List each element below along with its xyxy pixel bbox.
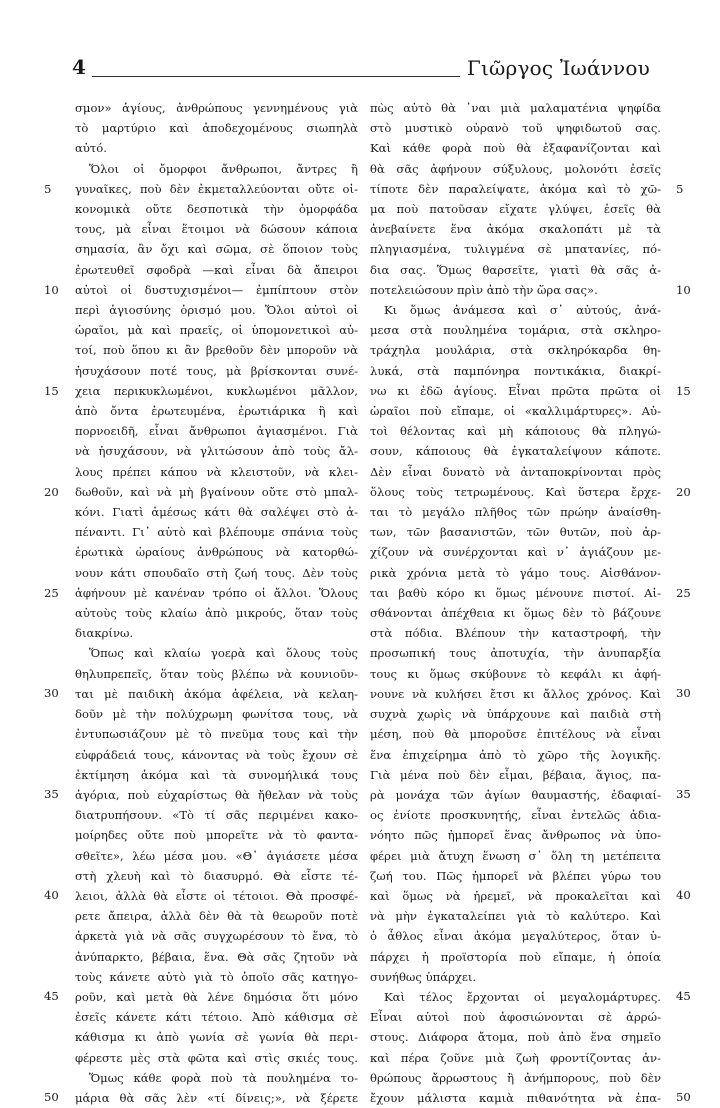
text-line: Καὶ τέλος ἔρχονται οἱ μεγαλομάρτυρες.: [384, 989, 661, 1004]
text-line: ἐρωτευθεῖ σφοδρὰ —καὶ εἶναι δὰ ἄπειροι: [75, 262, 358, 277]
text-line: στους. Διάφορα ἄτομα, ποὺ ἀπὸ ἕνα σημεῖο: [370, 1030, 661, 1045]
line-number: [676, 401, 700, 421]
line-number: [44, 906, 64, 926]
text-line: ζωή του. Πῶς ἠμπορεῖ νὰ βλέπει γύρω του: [370, 868, 661, 883]
text-line: σθάνονται ἀπέχθεια κι ὅμως δὲν τὸ βάζουνε: [370, 606, 661, 621]
text-line: αὐτό.: [75, 141, 107, 156]
line-number: 30: [44, 686, 59, 701]
line-number: [44, 744, 64, 764]
line-number: [44, 643, 64, 663]
text-line: νὰ μὴν ἐγκαταλείπει γιὰ τὸ καλύτερο. Καὶ: [370, 909, 661, 924]
line-number: 50: [676, 1090, 691, 1105]
line-number: [676, 199, 700, 219]
line-number: [676, 946, 700, 966]
text-line: ἐρωτικὰ ὡραίους ἀνθρώπους νὰ κατορθώ-: [75, 545, 358, 560]
line-number: [676, 522, 700, 542]
right-line-numbers: [676, 98, 700, 1107]
text-line: λυκά, στὰ παμπόνηρα ποντικάκια, διακρί-: [370, 363, 661, 378]
running-head-author: Γιῶργος Ἰωάννου: [466, 56, 650, 80]
text-line: μεσα στὰ πουλημένα τομάρια, στὰ σκληρο-: [370, 323, 661, 338]
text-line: φέρει μιὰ ἄτυχη ἕνωση σ᾽ ὅλη τη μετέπειτα: [370, 848, 661, 863]
line-number: [44, 401, 64, 421]
text-line: ὡραῖοι ποὺ εἴπαμε, οἱ «καλλιμάρτυρες». Αὐ-: [370, 404, 661, 419]
line-number: 20: [44, 484, 59, 499]
text-line: ἐκτίμηση ἀκόμα καὶ τὰ συνομήλικά τους: [75, 767, 358, 782]
line-number: [44, 825, 64, 845]
text-line: πληγιασμένα, τυλιγμένα σὲ μπατανίες, πό-: [370, 242, 661, 257]
line-number: [44, 340, 64, 360]
line-number: [44, 502, 64, 522]
line-number: [44, 946, 64, 966]
text-line: ρὰ μονάχα τῶν ἁγίων θαυμαστής, ἐδαφιαί-: [370, 787, 661, 802]
text-line: ται βαθὺ κόρο κι ὅμως μένουνε πιστοί. Αἰ-: [370, 585, 661, 600]
text-line: φέρεστε μὲς στὰ φῶτα καὶ στὶς σκιές τους.: [75, 1050, 358, 1065]
line-number: [676, 704, 700, 724]
line-number: 10: [44, 282, 59, 297]
text-line: λους πρέπει κάπου νὰ κλειστοῦν, νὰ κλει-: [75, 464, 358, 479]
line-number: [44, 764, 64, 784]
text-line: ἀγόρια, ποὺ εὐχαρίστως θὰ ἤθελαν νὰ τοὺς: [75, 787, 358, 802]
text-line: νουνε νὰ κυλήσει ἔτσι κι ἄλλος χρόνος. Καὶ: [370, 686, 661, 701]
text-line: τὸ μαρτύριο καὶ ἀποδεχομένους σιωπηλὰ: [75, 121, 358, 136]
text-line: σθεῖτε», λέω μέσα μου. «Θ᾽ ἁγιάσετε μέσα: [75, 848, 358, 863]
line-number: [44, 603, 64, 623]
page-header: [70, 50, 650, 80]
text-line: ὡραῖοι, μὰ καὶ πραεῖς, οἱ ὑπομονετικοὶ αὐ-: [75, 323, 358, 338]
text-line: Ὅλοι οἱ ὄμορφοι ἄνθρωποι, ἄντρες ἢ: [89, 161, 358, 176]
text-line: διατρυπήσουν. «Τὸ τί σᾶς περιμένει κακο-: [75, 808, 358, 823]
text-line: Εἶναι αὐτοὶ ποὺ ἀφοσιώνονται σὲ ἀρρώ-: [370, 1010, 661, 1025]
text-line: Κι ὅμως ἀνάμεσα καὶ σ᾽ αὐτούς, ἀνά-: [384, 303, 661, 318]
text-line: μάρια θὰ σᾶς λὲν «τί δίνεις;», νὰ ξέρετε: [75, 1090, 358, 1105]
line-number: [44, 663, 64, 683]
text-line: νουν κάτι σπουδαῖο στὴ ζωή τους. Δὲν τοὺς: [75, 565, 358, 580]
line-number: [44, 865, 64, 885]
line-number: [676, 118, 700, 138]
text-line: ὅλους τοὺς τετρωμένους. Καὶ ὕστερα ἔρχε-: [370, 484, 661, 499]
text-line: ος ἐνίοτε προσκυνητής, εἶναι ἐντελῶς ἀδια-: [370, 808, 661, 823]
text-line: Ὅπως καὶ κλαίω γοερὰ καὶ ὅλους τοὺς: [89, 646, 358, 661]
line-number: [44, 300, 64, 320]
line-number: [676, 461, 700, 481]
text-line: τοί, ποὺ ὅπου κι ἂν βρεθοῦν δὲν μποροῦν νὰ: [75, 343, 358, 358]
text-line: δοῦν μὲ τὴν πολύχρωμη φωνίτσα τους, νὰ: [75, 707, 358, 722]
line-number: [676, 764, 700, 784]
text-line: περὶ ἁγιοσύνης ὁρισμό μου. Ὅλοι αὐτοὶ οἱ: [75, 303, 358, 318]
line-number: [44, 461, 64, 481]
line-number: [44, 219, 64, 239]
text-line: νω κι ἐδῶ ἁγίους. Εἶναι πρῶτα πρῶτα οἱ: [370, 383, 661, 398]
text-line: κόνι. Γιατὶ ἀμέσως κάτι θὰ σαλέψει στὸ ἀ-: [75, 505, 358, 520]
text-line: καὶ πέρα ζοῦνε μιὰ ζωὴ φροντίζοντας ἀν-: [370, 1050, 661, 1065]
right-text-column: [370, 98, 661, 1108]
line-number: [676, 542, 700, 562]
line-number: 20: [676, 484, 691, 499]
text-line: διακρίνω.: [75, 626, 134, 641]
line-number: [44, 1027, 64, 1047]
line-number: [676, 340, 700, 360]
text-line: τοὶ θέλοντας καὶ μὴ κάποιους θὰ πληγώ-: [370, 424, 661, 439]
line-number: [676, 663, 700, 683]
text-line: τους κι ὅμως σκύβουνε τὸ κεφάλι κι ἀφή-: [370, 666, 661, 681]
line-number: [676, 825, 700, 845]
line-number: [44, 1067, 64, 1087]
text-line: ροῦν, καὶ μετὰ θὰ λένε δημόσια ὅτι μόνο: [75, 989, 358, 1004]
text-line: μοίρηδες οὔτε ποὺ μπορεῖτε νὰ τὸ φαντα-: [75, 828, 358, 843]
text-line: ποτελειώσουν πρὶν ἀπὸ τὴν ὥρα σας».: [370, 282, 598, 297]
line-number: [676, 603, 700, 623]
text-line: αὐτοὶ οἱ δυστυχισμένοι— ἐμπίπτουν στὸν: [75, 282, 358, 297]
text-line: ἀρκετὰ γιὰ νὰ σᾶς συγχωρέσουν τὸ ἕνα, τὸ: [75, 929, 358, 944]
text-line: τους, μὰ εἶναι ἕτοιμοι νὰ δώσουν κάποια: [75, 222, 358, 237]
text-line: συνήθως ὑπάρχει.: [370, 969, 477, 984]
text-line: Ὅμως κάθε φορὰ ποὺ τὰ πουλημένα το-: [89, 1070, 358, 1085]
line-number: [676, 300, 700, 320]
text-line: σημασία, ἂν ὄχι καὶ σῶμα, σὲ ὅποιον τοὺς: [75, 242, 358, 257]
text-line: Γιὰ μένα ποὺ δὲν εἶμαι, βέβαια, ἅγιος, πα-: [370, 767, 661, 782]
line-number: [44, 623, 64, 643]
text-line: ἐσεῖς κάνετε κάτι τέτοιο. Ἀπὸ κάθισμα σὲ: [75, 1010, 358, 1025]
text-line: στὴ χλευὴ καὶ τὸ διασυρμό. Θὰ εἶστε τέ-: [75, 868, 358, 883]
line-number: [676, 360, 700, 380]
line-number: [44, 805, 64, 825]
text-line: τράχηλα μουλάρια, στὰ σκληρόκαρδα θη-: [370, 343, 661, 358]
text-line: εὐφράδειά τους, κάνοντας νὰ τοὺς ἔχουν σὲ: [75, 747, 358, 762]
page-number: 4: [72, 55, 86, 79]
text-line: ρετε ἄπειρα, ἀλλὰ δὲν θὰ τὰ θεωροῦν ποτὲ: [75, 909, 358, 924]
text-line: συχνὰ χωρὶς νὰ ὑπάρχουνε καὶ παιδιὰ στὴ: [370, 707, 661, 722]
text-line: σμον» ἁγίους, ἀνθρώπους γεννημένους γιὰ: [75, 101, 358, 115]
text-line: τίποτε δὲν παραλείψατε, ἀκόμα καὶ τὸ χῶ-: [370, 181, 661, 196]
line-number: 10: [676, 282, 691, 297]
line-number: [44, 845, 64, 865]
line-number: [676, 1047, 700, 1067]
header-rule: [92, 76, 460, 77]
line-number: [676, 320, 700, 340]
line-number: [676, 502, 700, 522]
text-line: ἀνύπαρκτο, βέβαια, ἕνα. Θὰ σᾶς ζητοῦν νὰ: [75, 949, 358, 964]
text-line: ρικὰ χρόνια μετὰ τὸ γάμο τους. Αἰσθάνον-: [370, 565, 661, 580]
line-number: [44, 199, 64, 219]
text-line: αὐτοὺς τοὺς κλαίω ἀπὸ μικρούς, ὅταν τοὺς: [75, 606, 358, 621]
text-line: πάρχει ἡ προϊστορία ποὺ εἴπαμε, ἡ ὁποία: [370, 949, 661, 964]
line-number: 30: [676, 686, 691, 701]
line-number: [676, 845, 700, 865]
line-number: [676, 724, 700, 744]
line-number: 25: [676, 585, 691, 600]
line-number: 5: [676, 181, 684, 196]
left-line-numbers: [44, 98, 64, 1107]
line-number: [44, 724, 64, 744]
text-line: θηλυπρεπεῖς, ὅταν τοὺς βλέπω νὰ κουνιοῦν-: [75, 666, 358, 681]
text-line: θὰ σᾶς ἀφήνουν σύξυλους, μολονότι ἐσεῖς: [370, 161, 661, 176]
line-number: [676, 623, 700, 643]
line-number: [676, 260, 700, 280]
text-line: πέναντι. Γι᾽ αὐτὸ καὶ βλέπουμε σπάνια τοὺς: [75, 525, 358, 540]
line-number: 45: [44, 989, 59, 1004]
text-line: Δὲν εἶναι δυνατὸ νὰ ἀνταποκρίνονται πρὸς: [370, 464, 661, 479]
line-number: 15: [676, 383, 691, 398]
line-number: 40: [44, 888, 59, 903]
text-line: στὸ μυστικὸ οὐρανὸ τοῦ ψηφιδωτοῦ σας.: [370, 121, 661, 136]
line-number: [44, 562, 64, 582]
line-number: [676, 138, 700, 158]
line-number: [44, 159, 64, 179]
text-line: Καὶ κάθε φορὰ ποὺ θὰ ἐξαφανίζονται καὶ: [370, 141, 661, 156]
line-number: [676, 966, 700, 986]
line-number: [676, 219, 700, 239]
text-line: κονομικὰ οὔτε δεσποτικὰ τὴν ὀμορφάδα: [75, 202, 358, 217]
line-number: [44, 360, 64, 380]
line-number: [676, 159, 700, 179]
text-line: των, τῶν βασανιστῶν, τῶν θυτῶν, ποὺ ἀρ-: [370, 525, 661, 540]
line-number: [44, 320, 64, 340]
line-number: [44, 441, 64, 461]
line-number: [676, 98, 700, 118]
text-line: τοὺς κάνετε αὐτὸ γιὰ τὸ ὁποῖο σᾶς κατηγο-: [75, 969, 358, 984]
line-number: 25: [44, 585, 59, 600]
line-number: [676, 744, 700, 764]
line-number: [676, 643, 700, 663]
text-line: νὰ ἡσυχάσουν, νὰ γλιτώσουν ἀπὸ τοὺς ἄλ-: [75, 444, 358, 459]
line-number: 5: [44, 181, 52, 196]
line-number: [44, 239, 64, 259]
line-number: 40: [676, 888, 691, 903]
text-line: ἀπὸ ὄντα ἐρωτευμένα, ἐρωτιάρικα ἢ καὶ: [75, 404, 358, 419]
text-line: στὰ πόδια. Βλέπουν τὴν καταστροφή, τὴν: [370, 626, 661, 641]
line-number: [676, 805, 700, 825]
text-line: δωθοῦν, καὶ νὰ μὴ βγαίνουν οὔτε στὸ μπαλ-: [75, 484, 358, 499]
text-line: λειοι, ἀλλὰ θὰ εἶστε οἱ τέτοιοι. Θὰ προσφέ-: [75, 888, 358, 903]
text-line: ὁ ἆθλος εἶναι ἀκόμα μεγαλύτερος, ὅταν ὑ-: [370, 929, 661, 944]
line-number: 45: [676, 989, 691, 1004]
line-number: [676, 562, 700, 582]
line-number: [44, 1047, 64, 1067]
text-line: ἀφήνουν μὲ κανέναν τρόπο οἱ ἄλλοι. Ὅλους: [75, 585, 358, 600]
text-line: ται μὲ παιδικὴ ἀκόμα ἀφέλεια, νὰ κελαη-: [75, 686, 358, 701]
line-number: [44, 542, 64, 562]
line-number: [676, 926, 700, 946]
line-number: [676, 1067, 700, 1087]
text-line: πορνοειδῆ, εἶναι ἄνθρωποι ἁγιασμένοι. Γιὰ: [75, 424, 358, 439]
line-number: [676, 239, 700, 259]
text-line: ται τὸ μεγάλο πλῆθος τῶν πρώην ἀναίσθη-: [370, 505, 661, 520]
text-line: ἔχουν μάλιστα καμιὰ πιθανότητα νὰ ἐπα-: [370, 1090, 661, 1105]
line-number: 15: [44, 383, 59, 398]
text-line: σουν, κάποιους θὰ ἐγκαταλείψουν κάποτε.: [370, 444, 661, 459]
text-line: προσωπική τους ἀποτυχία, τὴν ἀνυπαρξία: [370, 646, 661, 661]
line-number: [676, 1027, 700, 1047]
line-number: [44, 98, 64, 118]
line-number: 35: [676, 787, 691, 802]
line-number: [44, 138, 64, 158]
line-number: [676, 906, 700, 926]
line-number: [44, 704, 64, 724]
line-number: 50: [44, 1090, 59, 1105]
text-line: ἀνεβαίνετε ἕνα ἀκόμα σκαλοπάτι μὲ τὰ: [370, 222, 661, 237]
text-line: χεια περικυκλωμένοι, κυκλωμένοι μᾶλλον,: [75, 383, 358, 398]
line-number: [44, 966, 64, 986]
line-number: [44, 926, 64, 946]
line-number: [44, 118, 64, 138]
text-line: κάθισμα κι ἀπὸ γωνία σὲ γωνία θὰ περι-: [75, 1030, 358, 1045]
left-text-column: [75, 98, 358, 1108]
text-line: καὶ ὅμως νὰ ἠρεμεῖ, νὰ προκαλεῖται καὶ: [370, 888, 661, 903]
line-number: [44, 522, 64, 542]
line-number: [676, 421, 700, 441]
text-line: πὼς αὐτὸ θὰ ᾽ναι μιὰ μαλαματένια ψηφίδα: [370, 101, 661, 115]
text-line: ἐντυπωσιάζουν μὲ τὸ πνεῦμα τους καὶ τὴν: [75, 727, 358, 742]
text-line: θρώπους ἄρρωστους ἢ ἀνήμπορους, ποὺ δὲν: [370, 1070, 661, 1085]
line-number: [676, 441, 700, 461]
line-number: [44, 421, 64, 441]
text-line: μα ποὺ πατοῦσαν εἴχατε γλύψει, ἐσεῖς θὰ: [370, 202, 661, 217]
text-line: χίζουν νὰ συνέρχονται καὶ ν᾽ ἁγιάζουν με-: [370, 545, 661, 560]
text-line: δια σας. Ὅμως θαρσεῖτε, γιατὶ θὰ σᾶς ἀ-: [370, 262, 661, 277]
text-line: νόητο πῶς ἠμπορεῖ ἕνας ἄνθρωπος νὰ ὑπο-: [370, 828, 661, 843]
line-number: [44, 260, 64, 280]
text-line: ἕνα ἐπιχείρημα ἀπὸ τὸ χῶρο τῆς λογικῆς.: [370, 747, 661, 762]
text-line: γυναῖκες, ποὺ δὲν ἐκμεταλλεύονται οὔτε οἰ-: [75, 181, 358, 196]
line-number: 35: [44, 787, 59, 802]
text-line: ἡσυχάσουν ποτέ τους, μὰ βρίσκονται συνέ-: [75, 363, 358, 378]
text-line: μέση, ποὺ θὰ μποροῦσε ἐπιτέλους νὰ εἶναι: [370, 727, 661, 742]
line-number: [676, 865, 700, 885]
